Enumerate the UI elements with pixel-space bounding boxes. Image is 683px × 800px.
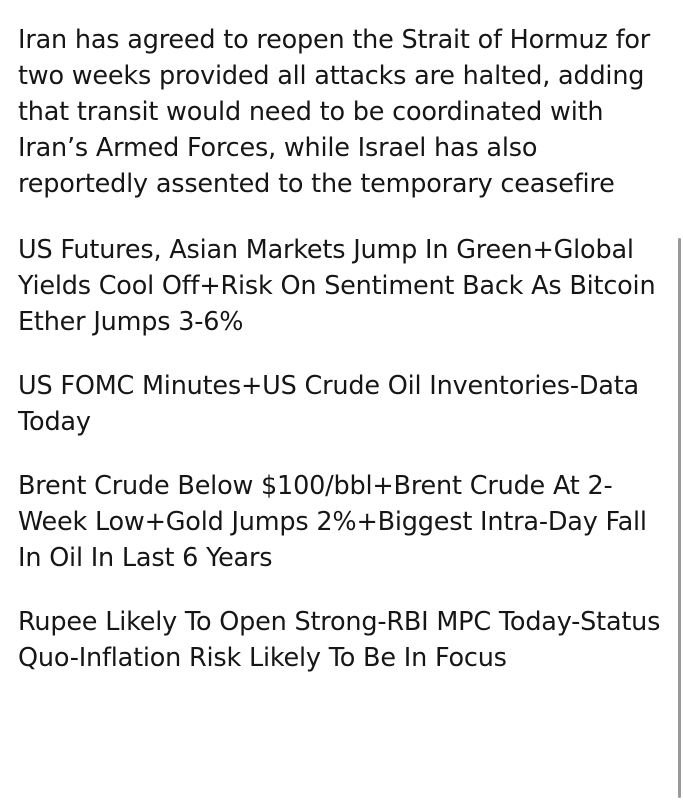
- paragraph-headline: Iran has agreed to reopen the Strait of Hormuz for two weeks provided all attacks are halted, adding that transit would need to be coordinated with Iran’s Armed Forces, while Israel has also reportedly assented to the temporary ceasefire: [18, 25, 658, 199]
- paragraph-markets: US Futures, Asian Markets Jump In Green+Global Yields Cool Off+Risk On Sentiment Back As Bitcoin Ether Jumps 3-6%: [18, 235, 664, 337]
- paragraph-crude-gold: Brent Crude Below $100/bbl+Brent Crude At 2-Week Low+Gold Jumps 2%+Biggest Intra-Day Fall In Oil In Last 6 Years: [18, 471, 655, 573]
- paragraph-data-today: US FOMC Minutes+US Crude Oil Inventories-Data Today: [18, 371, 647, 437]
- paragraph-rupee-rbi: Rupee Likely To Open Strong-RBI MPC Today-Status Quo-Inflation Risk Likely To Be In Focus: [18, 607, 669, 673]
- vertical-scrollbar[interactable]: [678, 238, 681, 798]
